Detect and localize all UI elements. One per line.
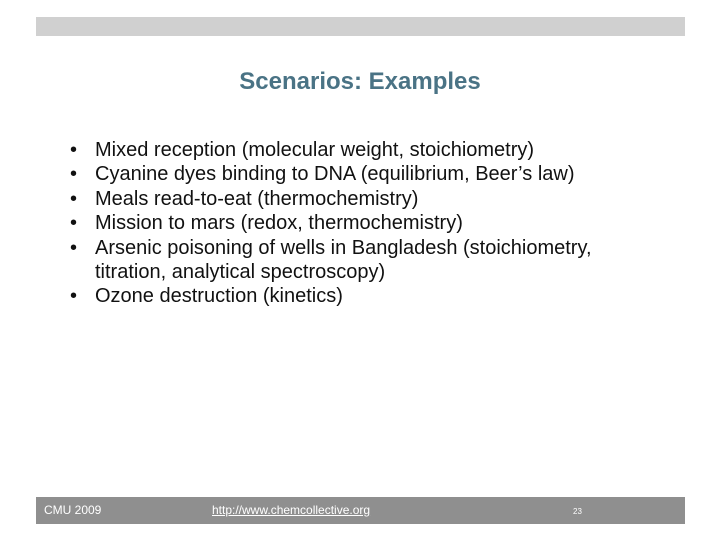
list-item-text: Ozone destruction (kinetics) bbox=[95, 285, 343, 308]
bullet-marker: • bbox=[70, 236, 78, 259]
list-item bbox=[58, 236, 658, 285]
footer-bar bbox=[36, 497, 685, 524]
list-item bbox=[58, 284, 658, 308]
list-item bbox=[58, 162, 658, 186]
bullet-marker: • bbox=[70, 285, 78, 308]
page-number: 23 bbox=[573, 507, 582, 516]
bullet-marker: • bbox=[70, 187, 78, 210]
list-item bbox=[58, 211, 658, 235]
list-item-text: Arsenic poisoning of wells in Bangladesh (stoichiometry, titration, analytical spectroscopy) bbox=[95, 236, 592, 284]
list-item bbox=[58, 138, 658, 162]
footer-url-link[interactable]: http://www.chemcollective.org bbox=[212, 503, 371, 517]
footer-org-label: CMU 2009 bbox=[44, 503, 102, 517]
list-item-text: Mission to mars (redox, thermochemistry) bbox=[95, 212, 463, 235]
bullet-marker: • bbox=[70, 139, 78, 161]
bullet-list bbox=[58, 138, 658, 309]
list-item-text: Mixed reception (molecular weight, stoichiometry) bbox=[95, 139, 535, 161]
list-item-text: Meals read-to-eat (thermochemistry) bbox=[95, 187, 419, 210]
slide-title: Scenarios: Examples bbox=[239, 68, 481, 95]
list-item-text: Cyanine dyes binding to DNA (equilibrium, Beer’s law) bbox=[95, 163, 575, 186]
bullet-marker: • bbox=[70, 163, 78, 186]
bullet-marker: • bbox=[70, 212, 78, 235]
list-item bbox=[58, 187, 658, 211]
header-bar bbox=[36, 17, 685, 36]
